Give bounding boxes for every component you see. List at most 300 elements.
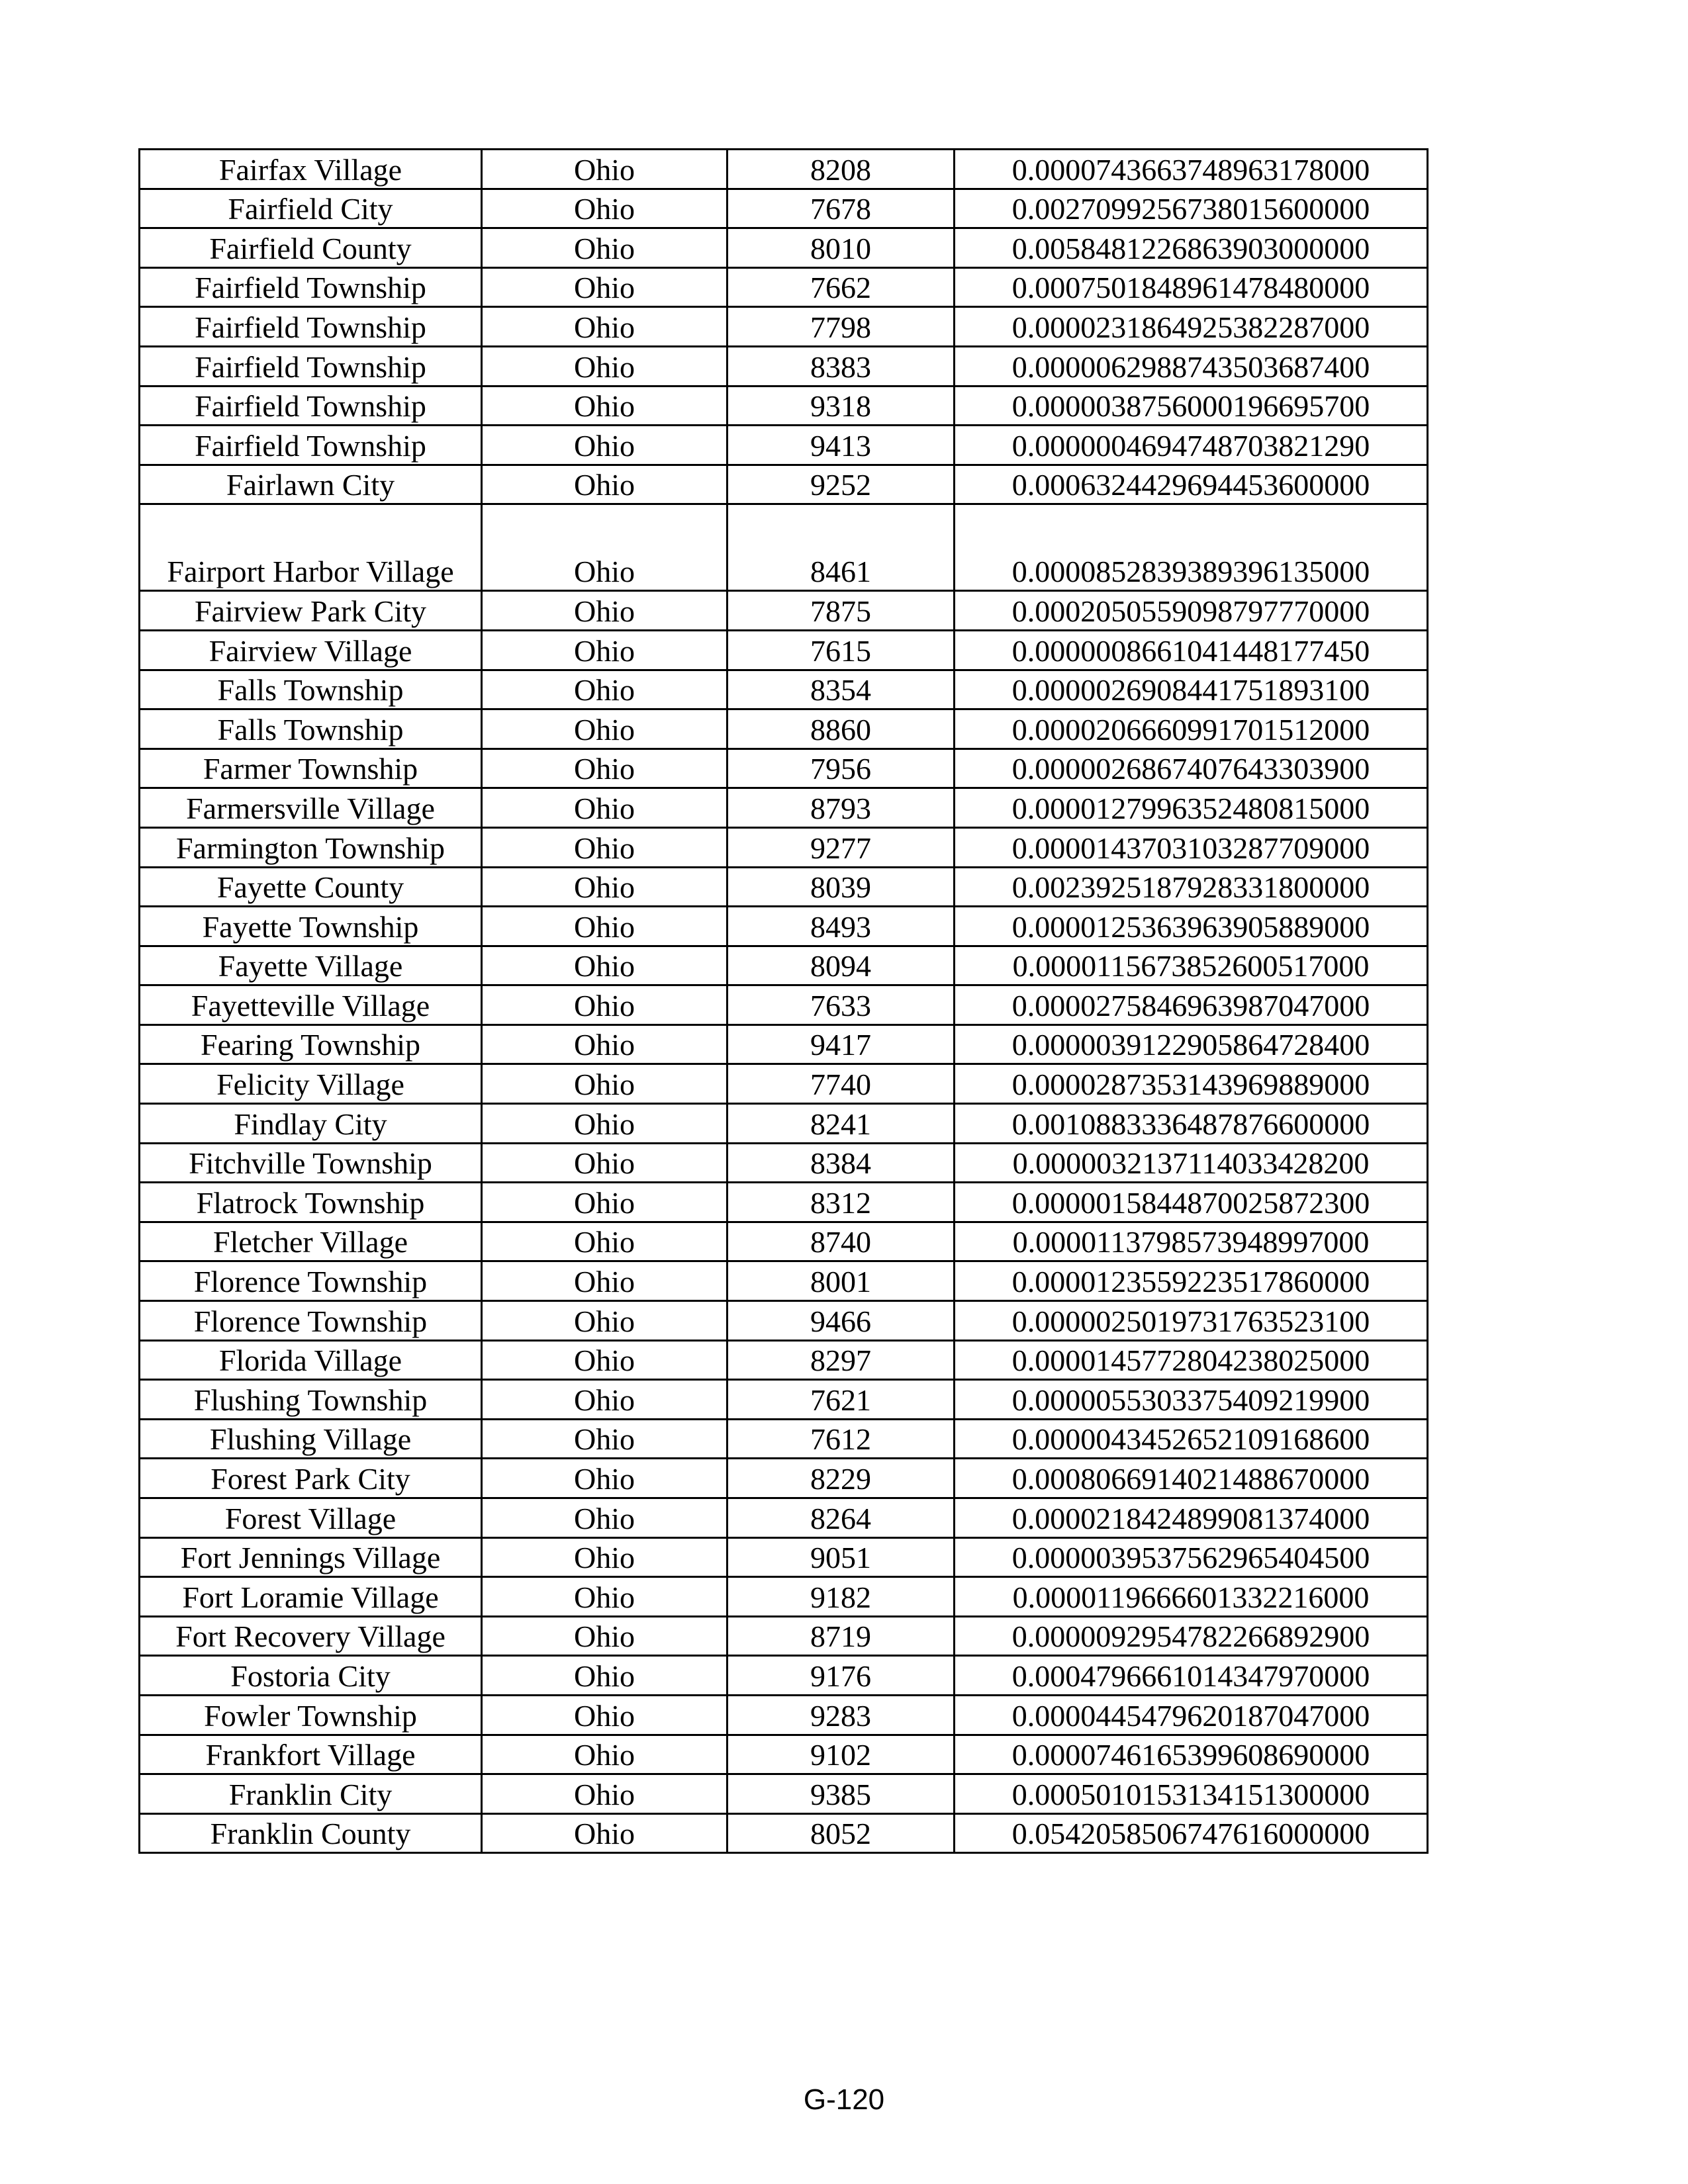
allocation-cell-text: 0.0000127996352480815000 bbox=[1011, 791, 1370, 825]
allocation-cell bbox=[955, 1222, 1428, 1261]
allocation-cell bbox=[955, 465, 1428, 504]
table-row bbox=[140, 1498, 1428, 1538]
allocation-cell-text: 0.0000043452652109168600 bbox=[1011, 1422, 1370, 1457]
entity-name-cell-text: Fairport Harbor Village bbox=[167, 555, 454, 589]
state-cell bbox=[482, 1774, 727, 1814]
entity-name-cell-text: Fairview Park City bbox=[194, 594, 427, 628]
state-cell bbox=[482, 1459, 727, 1498]
allocation-cell-text: 0.0000275846963987047000 bbox=[1011, 988, 1370, 1023]
entity-name-cell-text: Fairfield Township bbox=[195, 389, 426, 424]
state-cell bbox=[482, 1261, 727, 1301]
state-cell-text: Ohio bbox=[574, 1383, 635, 1417]
table-row bbox=[140, 749, 1428, 788]
allocation-cell-text: 0.0000026908441751893100 bbox=[1011, 673, 1370, 707]
entity-name-cell-text: Forest Village bbox=[224, 1501, 397, 1535]
id-cell-text: 8264 bbox=[810, 1501, 871, 1535]
state-cell-text: Ohio bbox=[574, 428, 635, 463]
allocation-cell bbox=[955, 1143, 1428, 1183]
entity-name-cell-text: Fostoria City bbox=[230, 1659, 391, 1693]
allocation-cell bbox=[955, 1024, 1428, 1064]
state-cell-text: Ohio bbox=[574, 1738, 635, 1772]
allocation-cell-text: 0.0004796661014347970000 bbox=[1011, 1659, 1370, 1693]
allocation-cell bbox=[955, 1813, 1428, 1853]
allocation-cell bbox=[955, 386, 1428, 426]
allocation-cell bbox=[955, 267, 1428, 307]
entity-name-cell-text: Fletcher Village bbox=[212, 1225, 408, 1259]
id-cell bbox=[727, 1340, 955, 1380]
id-cell bbox=[727, 504, 955, 591]
table-row bbox=[140, 1616, 1428, 1656]
entity-name-cell-text: Fairfield Township bbox=[195, 428, 426, 463]
id-cell-text: 8383 bbox=[810, 349, 871, 384]
state-cell bbox=[482, 346, 727, 386]
state-cell bbox=[482, 504, 727, 591]
id-cell bbox=[727, 1183, 955, 1222]
state-cell-text: Ohio bbox=[574, 909, 635, 944]
entity-name-cell bbox=[140, 465, 482, 504]
page-number: G-120 bbox=[803, 2083, 885, 2116]
table-row bbox=[140, 709, 1428, 749]
entity-name-cell bbox=[140, 346, 482, 386]
entity-name-cell bbox=[140, 1064, 482, 1104]
state-cell-text: Ohio bbox=[574, 870, 635, 905]
entity-name-cell-text: Farmington Township bbox=[175, 831, 445, 865]
entity-name-cell-text: Forest Park City bbox=[211, 1462, 410, 1496]
entity-name-cell-text: Florida Village bbox=[218, 1343, 402, 1378]
entity-name-cell bbox=[140, 591, 482, 631]
entity-name-cell bbox=[140, 1261, 482, 1301]
allocation-cell bbox=[955, 867, 1428, 907]
table-row bbox=[140, 985, 1428, 1025]
allocation-cell-text: 0.0000015844870025872300 bbox=[1011, 1185, 1370, 1220]
table-row bbox=[140, 426, 1428, 465]
table-row bbox=[140, 386, 1428, 426]
id-cell-text: 9102 bbox=[810, 1738, 871, 1772]
id-cell bbox=[727, 827, 955, 867]
entity-name-cell bbox=[140, 1656, 482, 1696]
id-cell-text: 7662 bbox=[810, 271, 871, 305]
id-cell bbox=[727, 1064, 955, 1104]
state-cell-text: Ohio bbox=[574, 1028, 635, 1062]
table-row bbox=[140, 591, 1428, 631]
id-cell-text: 8312 bbox=[810, 1185, 871, 1220]
state-cell bbox=[482, 749, 727, 788]
id-cell-text: 8052 bbox=[810, 1817, 871, 1851]
allocation-cell bbox=[955, 1695, 1428, 1735]
entity-name-cell-text: Fearing Township bbox=[201, 1028, 420, 1062]
id-cell bbox=[727, 1735, 955, 1774]
id-cell bbox=[727, 709, 955, 749]
allocation-cell bbox=[955, 1577, 1428, 1617]
state-cell-text: Ohio bbox=[574, 1422, 635, 1457]
entity-name-cell bbox=[140, 946, 482, 985]
state-cell bbox=[482, 1537, 727, 1577]
state-cell bbox=[482, 267, 727, 307]
id-cell bbox=[727, 267, 955, 307]
id-cell-text: 9413 bbox=[810, 428, 871, 463]
table-row bbox=[140, 504, 1428, 591]
table-row bbox=[140, 1301, 1428, 1341]
data-table-container bbox=[138, 148, 1429, 1854]
id-cell-text: 7612 bbox=[810, 1422, 871, 1457]
id-cell-text: 9466 bbox=[810, 1304, 871, 1338]
state-cell-text: Ohio bbox=[574, 712, 635, 747]
id-cell-text: 7798 bbox=[810, 310, 871, 344]
data-table bbox=[138, 148, 1429, 1854]
state-cell-text: Ohio bbox=[574, 594, 635, 628]
state-cell bbox=[482, 1222, 727, 1261]
entity-name-cell bbox=[140, 189, 482, 228]
id-cell-text: 9176 bbox=[810, 1659, 871, 1693]
allocation-cell bbox=[955, 426, 1428, 465]
state-cell-text: Ohio bbox=[574, 1225, 635, 1259]
allocation-cell bbox=[955, 1656, 1428, 1696]
allocation-cell bbox=[955, 827, 1428, 867]
id-cell bbox=[727, 630, 955, 670]
allocation-cell-text: 0.0000445479620187047000 bbox=[1011, 1698, 1370, 1733]
entity-name-cell-text: Fort Jennings Village bbox=[180, 1541, 441, 1575]
entity-name-cell bbox=[140, 1735, 482, 1774]
allocation-cell-text: 0.0027099256738015600000 bbox=[1011, 192, 1370, 226]
table-row bbox=[140, 307, 1428, 347]
entity-name-cell-text: Flushing Township bbox=[193, 1383, 428, 1417]
entity-name-cell bbox=[140, 985, 482, 1025]
allocation-cell-text: 0.0000062988743503687400 bbox=[1011, 349, 1370, 384]
state-cell bbox=[482, 985, 727, 1025]
allocation-cell bbox=[955, 1419, 1428, 1459]
entity-name-cell-text: Fayette County bbox=[216, 870, 404, 905]
state-cell bbox=[482, 827, 727, 867]
entity-name-cell bbox=[140, 1616, 482, 1656]
allocation-cell bbox=[955, 788, 1428, 828]
state-cell bbox=[482, 709, 727, 749]
id-cell bbox=[727, 228, 955, 268]
allocation-cell-text: 0.0002050559098797770000 bbox=[1011, 594, 1370, 628]
table-row bbox=[140, 1064, 1428, 1104]
state-cell bbox=[482, 630, 727, 670]
id-cell bbox=[727, 150, 955, 189]
allocation-cell bbox=[955, 1183, 1428, 1222]
state-cell-text: Ohio bbox=[574, 1501, 635, 1535]
state-cell-text: Ohio bbox=[574, 1265, 635, 1299]
allocation-cell-text: 0.0006324429694453600000 bbox=[1011, 468, 1370, 502]
id-cell-text: 9277 bbox=[810, 831, 871, 865]
state-cell bbox=[482, 1380, 727, 1420]
table-row bbox=[140, 1577, 1428, 1617]
allocation-cell bbox=[955, 1064, 1428, 1104]
entity-name-cell bbox=[140, 1459, 482, 1498]
entity-name-cell bbox=[140, 630, 482, 670]
state-cell-text: Ohio bbox=[574, 1068, 635, 1102]
table-row bbox=[140, 1695, 1428, 1735]
id-cell bbox=[727, 749, 955, 788]
allocation-cell bbox=[955, 1301, 1428, 1341]
id-cell bbox=[727, 1577, 955, 1617]
allocation-cell-text: 0.0000025019731763523100 bbox=[1011, 1304, 1370, 1338]
table-row bbox=[140, 1459, 1428, 1498]
entity-name-cell bbox=[140, 749, 482, 788]
entity-name-cell bbox=[140, 228, 482, 268]
state-cell bbox=[482, 1301, 727, 1341]
state-cell bbox=[482, 1813, 727, 1853]
allocation-cell-text: 0.0000852839389396135000 bbox=[1011, 555, 1370, 589]
allocation-cell bbox=[955, 946, 1428, 985]
id-cell-text: 8719 bbox=[810, 1619, 871, 1654]
table-row bbox=[140, 267, 1428, 307]
state-cell-text: Ohio bbox=[574, 1777, 635, 1811]
state-cell bbox=[482, 1104, 727, 1144]
state-cell bbox=[482, 1419, 727, 1459]
state-cell-text: Ohio bbox=[574, 1107, 635, 1141]
allocation-cell-text: 0.0000746165399608690000 bbox=[1011, 1738, 1370, 1772]
allocation-cell-text: 0.0000004694748703821290 bbox=[1011, 428, 1370, 463]
id-cell-text: 8001 bbox=[810, 1265, 871, 1299]
entity-name-cell bbox=[140, 504, 482, 591]
id-cell-text: 7956 bbox=[810, 752, 871, 786]
id-cell bbox=[727, 1261, 955, 1301]
allocation-cell-text: 0.0010883336487876600000 bbox=[1011, 1107, 1370, 1141]
state-cell-text: Ohio bbox=[574, 271, 635, 305]
entity-name-cell bbox=[140, 670, 482, 709]
state-cell-text: Ohio bbox=[574, 389, 635, 424]
allocation-cell-text: 0.0000055303375409219900 bbox=[1011, 1383, 1370, 1417]
state-cell bbox=[482, 670, 727, 709]
entity-name-cell-text: Fairfield City bbox=[228, 192, 393, 226]
state-cell bbox=[482, 591, 727, 631]
entity-name-cell-text: Findlay City bbox=[234, 1107, 387, 1141]
allocation-cell-text: 0.0058481226863903000000 bbox=[1011, 231, 1370, 265]
allocation-cell-text: 0.0000123559223517860000 bbox=[1011, 1265, 1370, 1299]
id-cell bbox=[727, 1656, 955, 1696]
entity-name-cell bbox=[140, 1537, 482, 1577]
state-cell bbox=[482, 907, 727, 946]
state-cell-text: Ohio bbox=[574, 1462, 635, 1496]
state-cell-text: Ohio bbox=[574, 988, 635, 1023]
id-cell bbox=[727, 307, 955, 347]
allocation-cell bbox=[955, 591, 1428, 631]
allocation-cell bbox=[955, 630, 1428, 670]
id-cell bbox=[727, 346, 955, 386]
state-cell bbox=[482, 307, 727, 347]
allocation-cell-text: 0.0000092954782266892900 bbox=[1011, 1619, 1370, 1654]
entity-name-cell-text: Fairlawn City bbox=[226, 468, 395, 502]
state-cell-text: Ohio bbox=[574, 1698, 635, 1733]
state-cell-text: Ohio bbox=[574, 1343, 635, 1378]
entity-name-cell-text: Flatrock Township bbox=[196, 1185, 425, 1220]
entity-name-cell bbox=[140, 1301, 482, 1341]
allocation-cell-text: 0.0000039122905864728400 bbox=[1011, 1028, 1370, 1062]
allocation-cell bbox=[955, 1616, 1428, 1656]
state-cell bbox=[482, 386, 727, 426]
table-row bbox=[140, 1024, 1428, 1064]
table-row bbox=[140, 907, 1428, 946]
entity-name-cell-text: Felicity Village bbox=[216, 1068, 404, 1102]
table-body bbox=[140, 150, 1428, 1853]
allocation-cell-text: 0.0000039537562965404500 bbox=[1011, 1541, 1370, 1575]
id-cell bbox=[727, 1695, 955, 1735]
id-cell-text: 8461 bbox=[810, 555, 871, 589]
entity-name-cell bbox=[140, 267, 482, 307]
id-cell-text: 9051 bbox=[810, 1541, 871, 1575]
allocation-cell-text: 0.0000743663748963178000 bbox=[1011, 152, 1370, 187]
id-cell bbox=[727, 1143, 955, 1183]
allocation-cell-text: 0.0007501848961478480000 bbox=[1011, 271, 1370, 305]
entity-name-cell-text: Fort Loramie Village bbox=[182, 1580, 439, 1614]
table-row bbox=[140, 788, 1428, 828]
table-row bbox=[140, 827, 1428, 867]
entity-name-cell-text: Falls Township bbox=[217, 712, 404, 747]
entity-name-cell-text: Frankfort Village bbox=[205, 1738, 416, 1772]
table-row bbox=[140, 1774, 1428, 1814]
id-cell-text: 8493 bbox=[810, 909, 871, 944]
allocation-cell-text: 0.0000038756000196695700 bbox=[1011, 389, 1370, 424]
state-cell bbox=[482, 1577, 727, 1617]
state-cell bbox=[482, 1064, 727, 1104]
entity-name-cell bbox=[140, 1419, 482, 1459]
state-cell bbox=[482, 426, 727, 465]
state-cell bbox=[482, 1183, 727, 1222]
state-cell-text: Ohio bbox=[574, 1185, 635, 1220]
id-cell bbox=[727, 1616, 955, 1656]
id-cell bbox=[727, 788, 955, 828]
table-row bbox=[140, 1735, 1428, 1774]
entity-name-cell-text: Farmersville Village bbox=[186, 791, 435, 825]
allocation-cell-text: 0.0000113798573948997000 bbox=[1012, 1225, 1370, 1259]
allocation-cell bbox=[955, 709, 1428, 749]
allocation-cell-text: 0.0000008661041448177450 bbox=[1011, 633, 1370, 668]
state-cell-text: Ohio bbox=[574, 1304, 635, 1338]
state-cell-text: Ohio bbox=[574, 349, 635, 384]
allocation-cell bbox=[955, 1261, 1428, 1301]
id-cell bbox=[727, 985, 955, 1025]
entity-name-cell bbox=[140, 788, 482, 828]
table-row bbox=[140, 228, 1428, 268]
state-cell bbox=[482, 1498, 727, 1538]
state-cell-text: Ohio bbox=[574, 468, 635, 502]
allocation-cell-text: 0.0542058506747616000000 bbox=[1011, 1817, 1370, 1851]
allocation-cell-text: 0.0000115673852600517000 bbox=[1012, 949, 1370, 983]
entity-name-cell-text: Flushing Village bbox=[209, 1422, 412, 1457]
id-cell bbox=[727, 386, 955, 426]
table-row bbox=[140, 1419, 1428, 1459]
allocation-cell-text: 0.0008066914021488670000 bbox=[1011, 1462, 1370, 1496]
entity-name-cell-text: Franklin County bbox=[210, 1817, 411, 1851]
table-row bbox=[140, 1183, 1428, 1222]
state-cell-text: Ohio bbox=[574, 949, 635, 983]
id-cell-text: 7615 bbox=[810, 633, 871, 668]
id-cell-text: 8793 bbox=[810, 791, 871, 825]
entity-name-cell bbox=[140, 386, 482, 426]
state-cell bbox=[482, 465, 727, 504]
state-cell bbox=[482, 1656, 727, 1696]
entity-name-cell bbox=[140, 1104, 482, 1144]
state-cell bbox=[482, 1735, 727, 1774]
entity-name-cell bbox=[140, 1813, 482, 1853]
allocation-cell-text: 0.0000145772804238025000 bbox=[1011, 1343, 1370, 1378]
id-cell bbox=[727, 1222, 955, 1261]
table-row bbox=[140, 189, 1428, 228]
allocation-cell-text: 0.0005010153134151300000 bbox=[1011, 1777, 1370, 1811]
id-cell bbox=[727, 1459, 955, 1498]
table-row bbox=[140, 1222, 1428, 1261]
id-cell-text: 8860 bbox=[810, 712, 871, 747]
table-row bbox=[140, 1340, 1428, 1380]
state-cell bbox=[482, 189, 727, 228]
entity-name-cell bbox=[140, 1577, 482, 1617]
allocation-cell bbox=[955, 346, 1428, 386]
id-cell bbox=[727, 465, 955, 504]
entity-name-cell bbox=[140, 1498, 482, 1538]
state-cell bbox=[482, 1340, 727, 1380]
id-cell-text: 8354 bbox=[810, 673, 871, 707]
entity-name-cell-text: Fairview Village bbox=[209, 633, 412, 668]
table-row bbox=[140, 867, 1428, 907]
entity-name-cell bbox=[140, 1695, 482, 1735]
id-cell-text: 9417 bbox=[810, 1028, 871, 1062]
state-cell-text: Ohio bbox=[574, 192, 635, 226]
id-cell-text: 9182 bbox=[810, 1580, 871, 1614]
table-row bbox=[140, 1261, 1428, 1301]
id-cell-text: 7875 bbox=[810, 594, 871, 628]
entity-name-cell-text: Fayetteville Village bbox=[191, 988, 430, 1023]
id-cell bbox=[727, 189, 955, 228]
entity-name-cell-text: Farmer Township bbox=[203, 752, 418, 786]
id-cell bbox=[727, 1380, 955, 1420]
state-cell-text: Ohio bbox=[574, 1541, 635, 1575]
allocation-cell bbox=[955, 1104, 1428, 1144]
state-cell-text: Ohio bbox=[574, 555, 635, 589]
id-cell bbox=[727, 591, 955, 631]
entity-name-cell-text: Fowler Township bbox=[204, 1698, 417, 1733]
table-row bbox=[140, 1380, 1428, 1420]
state-cell-text: Ohio bbox=[574, 831, 635, 865]
state-cell-text: Ohio bbox=[574, 1580, 635, 1614]
entity-name-cell-text: Fairfield County bbox=[209, 231, 412, 265]
state-cell-text: Ohio bbox=[574, 152, 635, 187]
id-cell-text: 8208 bbox=[810, 152, 871, 187]
state-cell-text: Ohio bbox=[574, 1817, 635, 1851]
entity-name-cell-text: Florence Township bbox=[193, 1304, 428, 1338]
entity-name-cell bbox=[140, 1143, 482, 1183]
entity-name-cell bbox=[140, 1183, 482, 1222]
id-cell-text: 9385 bbox=[810, 1777, 871, 1811]
state-cell-text: Ohio bbox=[574, 791, 635, 825]
entity-name-cell bbox=[140, 907, 482, 946]
state-cell-text: Ohio bbox=[574, 231, 635, 265]
id-cell bbox=[727, 426, 955, 465]
allocation-cell bbox=[955, 1340, 1428, 1380]
allocation-cell bbox=[955, 504, 1428, 591]
id-cell bbox=[727, 1024, 955, 1064]
entity-name-cell-text: Franklin City bbox=[228, 1777, 393, 1811]
table-row bbox=[140, 1143, 1428, 1183]
table-row bbox=[140, 1813, 1428, 1853]
state-cell bbox=[482, 946, 727, 985]
state-cell-text: Ohio bbox=[574, 1619, 635, 1654]
id-cell-text: 8010 bbox=[810, 231, 871, 265]
id-cell-text: 8094 bbox=[810, 949, 871, 983]
state-cell-text: Ohio bbox=[574, 673, 635, 707]
allocation-cell bbox=[955, 228, 1428, 268]
state-cell bbox=[482, 1024, 727, 1064]
entity-name-cell bbox=[140, 426, 482, 465]
id-cell-text: 9318 bbox=[810, 389, 871, 424]
allocation-cell bbox=[955, 1459, 1428, 1498]
id-cell-text: 8039 bbox=[810, 870, 871, 905]
state-cell-text: Ohio bbox=[574, 1146, 635, 1181]
state-cell bbox=[482, 150, 727, 189]
id-cell-text: 7621 bbox=[810, 1383, 871, 1417]
